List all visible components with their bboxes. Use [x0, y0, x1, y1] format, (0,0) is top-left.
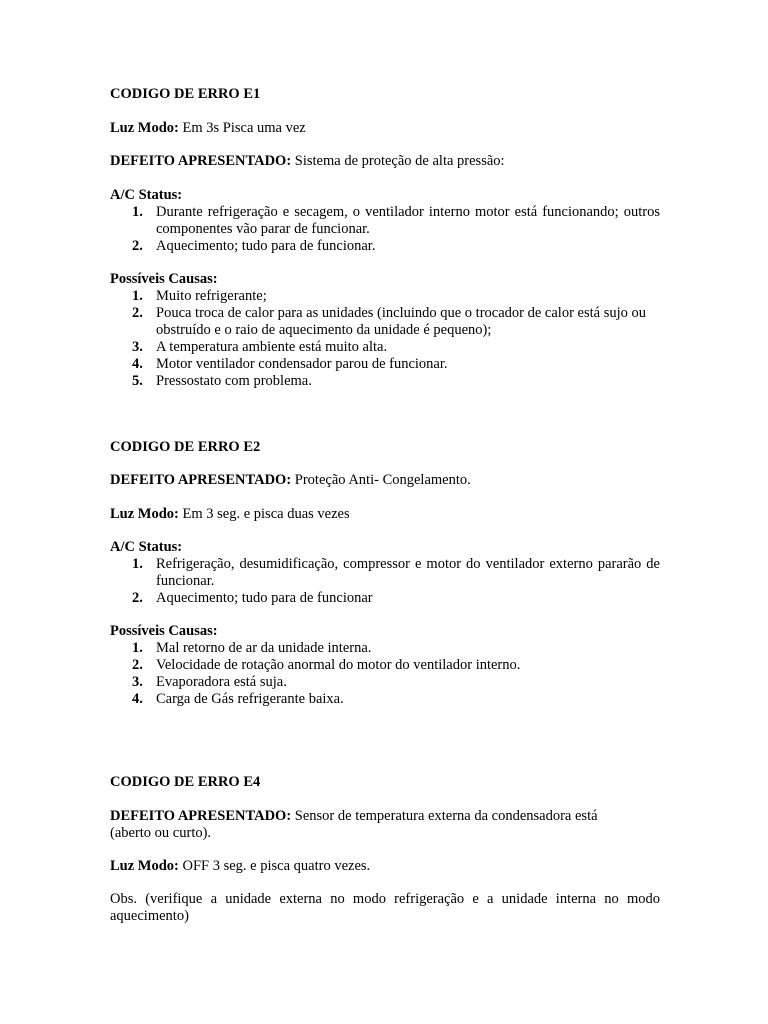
e1-status-label: A/C Status:	[110, 187, 183, 203]
list-item: 3. Evaporadora está suja.	[132, 674, 287, 690]
list-item: 1. Muito refrigerante;	[132, 288, 267, 304]
e2-defeito: DEFEITO APRESENTADO: Proteção Anti- Congelamento.	[110, 472, 471, 488]
list-item: 2. Aquecimento; tudo para de funcionar	[132, 590, 373, 606]
e1-status-list	[110, 204, 660, 255]
list-item: 2. Velocidade de rotação anormal do motor do ventilador interno.	[132, 657, 521, 673]
e4-heading: CODIGO DE ERRO E4	[110, 774, 261, 790]
list-item: 2. Pouca troca de calor para as unidades (incluindo que o trocador de calor está sujo ou obstruído e o raio de aquecimento da unidade é pequeno);	[132, 305, 646, 338]
list-item: 4. Carga de Gás refrigerante baixa.	[132, 691, 344, 707]
list-item: 1. Mal retorno de ar da unidade interna.	[132, 640, 372, 656]
e2-status-label: A/C Status:	[110, 539, 183, 555]
list-item: 5. Pressostato com problema.	[132, 373, 312, 389]
e1-causas-label: Possíveis Causas:	[110, 271, 218, 287]
list-item: 1. Durante refrigeração e secagem, o ventilador interno motor está funcionando; outros componentes vão parar de funcionar.	[132, 204, 660, 237]
e1-defeito: DEFEITO APRESENTADO: Sistema de proteção de alta pressão:	[110, 153, 505, 169]
e2-causas-label: Possíveis Causas:	[110, 623, 218, 639]
e1-luz-modo: Luz Modo: Em 3s Pisca uma vez	[110, 120, 306, 136]
list-item: 1. Refrigeração, desumidificação, compressor e motor do ventilador externo pararão de funcionar.	[132, 556, 660, 589]
e4-defeito: DEFEITO APRESENTADO: Sensor de temperatura externa da condensadora está (aberto ou curto).	[110, 808, 598, 841]
e1-heading: CODIGO DE ERRO E1	[110, 86, 261, 102]
e4-obs: Obs. (verifique a unidade externa no modo refrigeração e a unidade interna no modo aquecimento)	[110, 891, 660, 924]
list-item: 4. Motor ventilador condensador parou de funcionar.	[132, 356, 448, 372]
e2-heading: CODIGO DE ERRO E2	[110, 439, 261, 455]
list-item: 2. Aquecimento; tudo para de funcionar.	[132, 238, 376, 254]
list-item: 3. A temperatura ambiente está muito alta.	[132, 339, 388, 355]
e4-luz-modo: Luz Modo: OFF 3 seg. e pisca quatro vezes.	[110, 858, 371, 874]
e2-causas-list	[110, 640, 660, 708]
e2-luz-modo: Luz Modo: Em 3 seg. e pisca duas vezes	[110, 506, 350, 522]
e2-status-list	[110, 556, 660, 607]
e1-causas-list	[110, 288, 660, 390]
